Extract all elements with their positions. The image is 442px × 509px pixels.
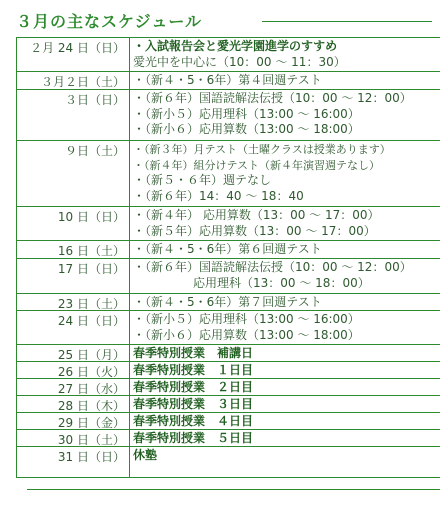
row-events [133,260,438,291]
event-text: ・（新小５）応用理科（13:00 〜 16:00） [133,106,360,121]
row-events [133,448,438,464]
event-text: 春季特別授業 １日目 [133,363,254,377]
row-date: 16 日（土） [57,244,125,258]
row-events [133,295,438,311]
event-text: 春季特別授業 ３日目 [133,397,254,411]
event-text: 春季特別授業 ２日目 [133,380,254,394]
event-text: ・（新４年） 応用算数（13：00 〜 17：00） [133,208,380,222]
row-events [133,242,438,258]
row-events [133,397,438,413]
row-events [133,91,438,138]
schedule-table [16,37,440,478]
row-date: 27 日（水） [57,382,125,396]
event-text: ・（新４・5・6年）第６回週テスト [133,242,322,256]
event-text: 休塾 [133,448,158,462]
row-date: 17 日（日） [57,262,125,276]
row-date: 26 日（火） [57,365,125,379]
schedule-row [17,207,440,241]
event-text: ・（新５・６年）週テなし [133,173,272,187]
schedule-row [17,72,440,90]
schedule-row [17,38,440,72]
event-text: ・（新６年）国語読解法伝授（10：00 〜 12：00） [133,91,412,105]
row-date: 25 日（月） [57,348,125,362]
schedule-row [17,345,440,362]
bottom-rule [27,489,440,490]
event-text: ・（新６年）14：40 〜 18：40 [133,188,304,203]
row-events [133,208,438,239]
row-date: 30 日（土） [57,433,125,447]
schedule-row [17,413,440,430]
row-events [133,363,438,379]
event-text: 愛光中を中心に（10：00 〜 11：30） [133,54,346,69]
event-text: ・（新４・5・6年）第４回週テスト [133,73,322,87]
row-events [133,142,438,204]
row-events [133,414,438,430]
row-date: 24 日（日） [57,314,125,328]
schedule-row [17,396,440,413]
event-text: ・（新小６）応用算数（13:00 〜 18:00） [133,327,360,342]
schedule-row [17,294,440,311]
title-rule [262,21,432,22]
event-text: ・（新４年）組分けテスト（新４年演習週テなし） [133,158,381,172]
row-events [133,312,438,343]
schedule-row [17,362,440,379]
row-events [133,431,438,447]
row-events [133,39,438,70]
row-events [133,73,438,89]
row-date: 31 日（日） [57,450,125,464]
schedule-row [17,141,440,207]
event-text: ・（新６年）国語読解法伝授（10：00 〜 12：00） [133,260,412,274]
event-text: ・（新小６）応用算数（13:00 〜 18:00） [133,122,360,136]
schedule-row [17,90,440,141]
event-text: ・（新小５）応用理科（13:00 〜 16:00） [133,312,360,326]
schedule-row [17,447,440,464]
event-text: ・入試報告会と愛光学園進学のすすめ [133,39,338,53]
row-date: ３日（日） [64,93,125,107]
row-events [133,346,438,362]
row-date: 23 日（土） [57,297,125,311]
schedule-row [17,241,440,259]
schedule-row [17,311,440,345]
event-text: 春季特別授業 ５日目 [133,431,254,445]
event-text: ・（新３年）月テスト（土曜クラスは授業あります） [133,143,391,156]
row-date: ２月 24 日（日） [30,41,125,55]
event-text: ・（新５年）応用算数（13：00 〜 17：00） [133,223,376,238]
schedule-row [17,379,440,396]
row-date: ３月２日（土） [40,75,125,89]
event-text: 春季特別授業 ４日目 [133,414,254,428]
event-text: 応用理科（13：00 〜 18：00） [193,275,370,290]
row-date: ９日（土） [64,144,125,158]
row-date: 28 日（木） [57,399,125,413]
schedule-row [17,259,440,294]
page-title: ３月の主なスケジュール [16,12,203,31]
schedule-row [17,430,440,447]
event-text: 春季特別授業 補講日 [133,346,254,360]
event-text: ・（新４・5・6年）第７回週テスト [133,295,322,309]
row-date: 10 日（日） [57,210,125,224]
row-date: 29 日（金） [57,416,125,430]
row-events [133,380,438,396]
